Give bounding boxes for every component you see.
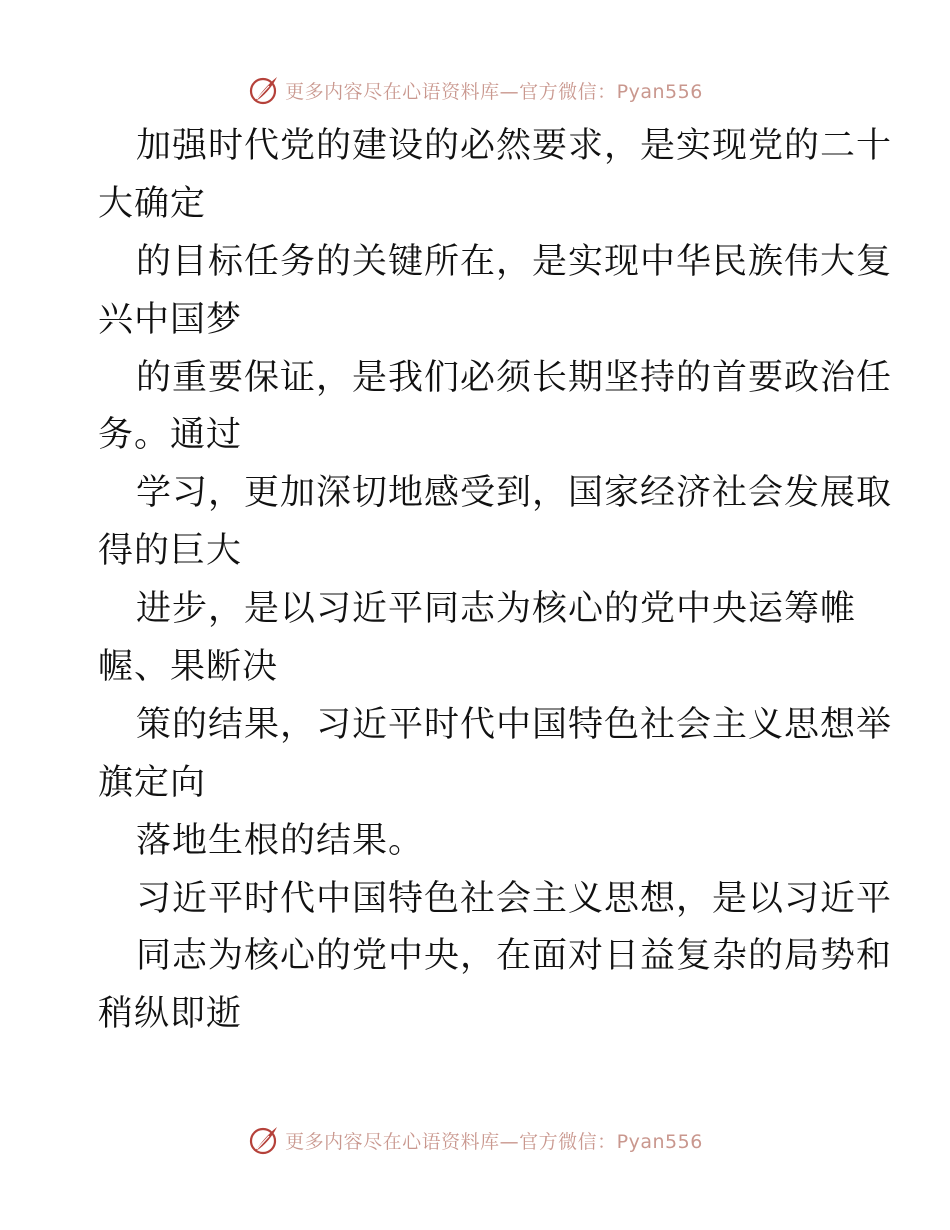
text-line: 稍纵即逝	[98, 994, 243, 1035]
text-line: 的目标任务的关键所在，是实现中华民族伟大复	[136, 241, 893, 282]
footer-watermark-text: 更多内容尽在心语资料库—官方微信：Pyan556	[285, 1130, 703, 1153]
feather-pen-logo-icon	[247, 73, 281, 107]
text-line: 加强时代党的建设的必然要求，是实现党的二十	[136, 126, 893, 166]
text-line: 务。通过	[98, 415, 243, 456]
text-line: 大确定	[98, 183, 207, 224]
text-line: 策的结果，习近平时代中国特色社会主义思想举	[136, 704, 893, 745]
text-line: 学习，更加深切地感受到，国家经济社会发展取	[136, 473, 893, 514]
text-line: 落地生根的结果。	[136, 820, 425, 861]
header-watermark-text: 更多内容尽在心语资料库—官方微信：Pyan556	[285, 80, 703, 103]
text-line: 兴中国梦	[98, 299, 243, 340]
text-line: 同志为核心的党中央，在面对日益复杂的局势和	[136, 936, 893, 977]
header-watermark	[0, 70, 950, 110]
document-body	[98, 118, 893, 1044]
text-line: 进步，是以习近平同志为核心的党中央运筹帷	[136, 589, 857, 630]
text-line: 幄、果断决	[98, 647, 279, 688]
text-line: 的重要保证，是我们必须长期坚持的首要政治任	[136, 357, 893, 398]
text-line: 旗定向	[98, 762, 207, 803]
footer-watermark	[0, 1120, 950, 1160]
text-line: 习近平时代中国特色社会主义思想，是以习近平	[136, 878, 893, 919]
feather-pen-logo-icon	[247, 1123, 281, 1157]
text-line: 得的巨大	[98, 531, 243, 572]
